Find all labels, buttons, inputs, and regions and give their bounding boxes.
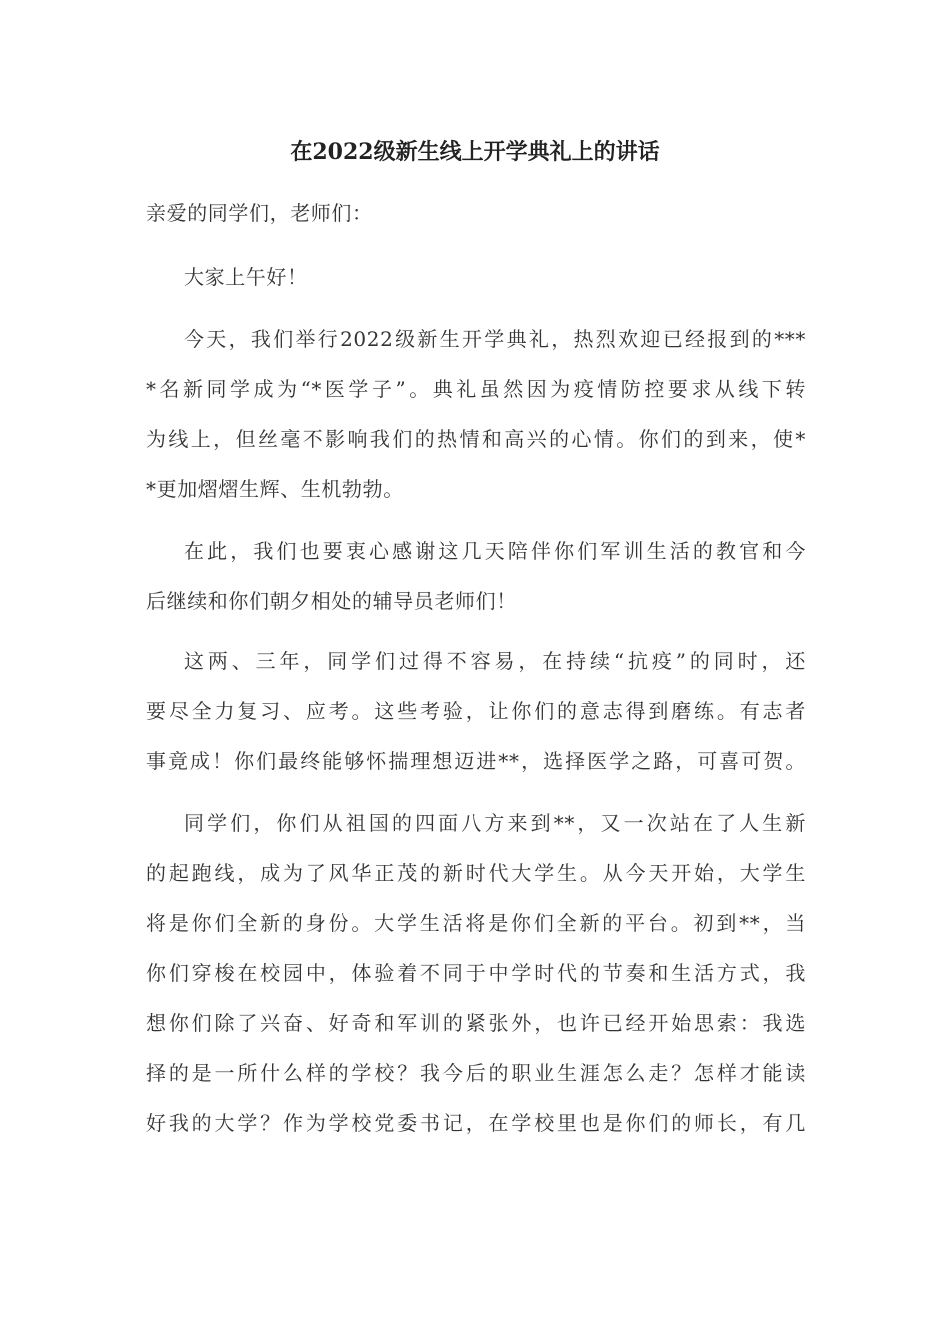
paragraph-line: 择的是一所什么样的学校？我今后的职业生涯怎么走？怎样才能读 bbox=[146, 1061, 806, 1085]
paragraph-line: 将是你们全新的身份。大学生活将是你们全新的平台。初到**，当 bbox=[146, 911, 806, 935]
paragraph-line: 在此，我们也要衷心感谢这几天陪伴你们军训生活的教官和今 bbox=[184, 539, 806, 563]
paragraph-line: 大家上午好！ bbox=[184, 265, 308, 289]
paragraph-line: 同学们，你们从祖国的四面八方来到**，又一次站在了人生新 bbox=[184, 811, 806, 835]
document-title: 在2022级新生线上开学典礼上的讲话 bbox=[290, 139, 660, 165]
paragraph-line: 好我的大学？作为学校党委书记，在学校里也是你们的师长，有几 bbox=[146, 1111, 806, 1135]
paragraph-line: *名新同学成为“*医学子”。典礼虽然因为疫情防控要求从线下转 bbox=[146, 377, 806, 401]
greeting: 亲爱的同学们，老师们： bbox=[146, 201, 373, 225]
paragraph-line: 事竟成！你们最终能够怀揣理想迈进**，选择医学之路，可喜可贺。 bbox=[146, 749, 806, 773]
paragraph-line: *更加熠熠生辉、生机勃勃。 bbox=[146, 477, 404, 501]
paragraph-line: 要尽全力复习、应考。这些考验，让你们的意志得到磨练。有志者 bbox=[146, 699, 806, 723]
paragraph-line: 想你们除了兴奋、好奇和军训的紧张外，也许已经开始思索：我选 bbox=[146, 1011, 806, 1035]
paragraph-line: 今天，我们举行2022级新生开学典礼，热烈欢迎已经报到的*** bbox=[184, 327, 806, 351]
paragraph-line: 为线上，但丝毫不影响我们的热情和高兴的心情。你们的到来，使* bbox=[146, 427, 806, 451]
paragraph-line: 你们穿梭在校园中，体验着不同于中学时代的节奏和生活方式，我 bbox=[146, 961, 806, 985]
paragraph-line: 这两、三年，同学们过得不容易，在持续“抗疫”的同时，还 bbox=[184, 649, 806, 673]
paragraph-line: 的起跑线，成为了风华正茂的新时代大学生。从今天开始，大学生 bbox=[146, 861, 806, 885]
paragraph-line: 后继续和你们朝夕相处的辅导员老师们！ bbox=[146, 589, 517, 613]
